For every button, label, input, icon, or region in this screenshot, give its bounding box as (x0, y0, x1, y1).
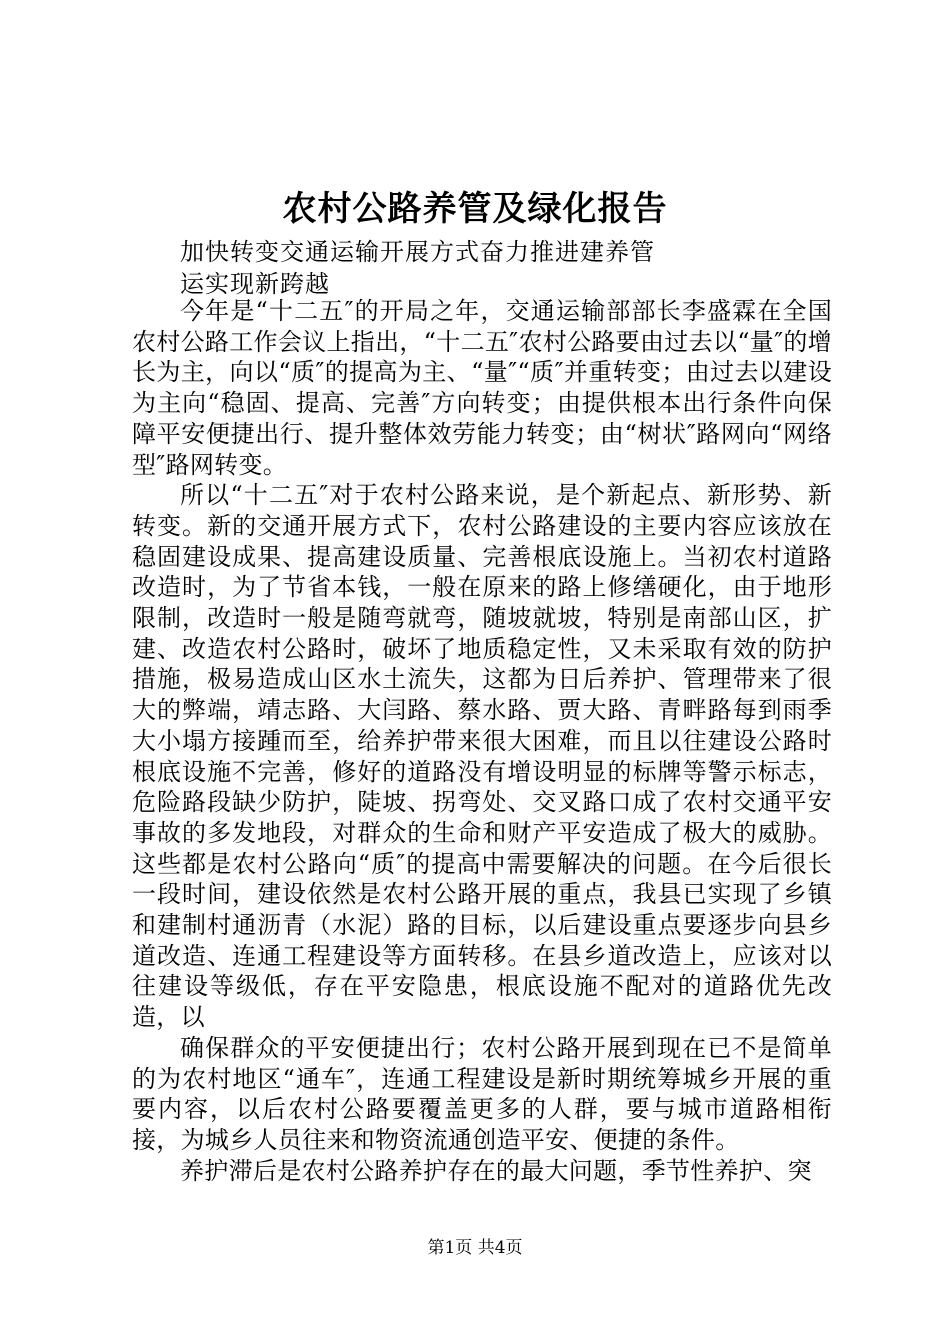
page-number: 第1页 共4页 (427, 1238, 523, 1258)
subtitle-line-1: 加快转变交通运输开展方式奋力推进建养管 (180, 238, 655, 266)
paragraph-4: 养护滞后是农村公路养护存在的最大问题，季节性养护、突 (180, 1156, 812, 1185)
subtitle-line-2: 运实现新跨越 (180, 270, 330, 298)
paragraph-1: 今年是“十二五″的开局之年，交通运输部部长李盛霖在全国农村公路工作会议上指出，“十二五″农村公路要由过去以“量″的增长为主，向以“质″的提高为主、“量″“质″并重转变；由过去以建设为主向“稳固、提高、完善″方向转变；由提供根本出行条件向保障平安便捷出行、提升整体效劳能力转变；由“树状″路网向“网络型″路网转变。 (132, 297, 832, 479)
page-footer (0, 1237, 950, 1259)
subtitle (180, 236, 820, 300)
paragraph-2: 所以“十二五″对于农村公路来说，是个新起点、新形势、新转变。新的交通开展方式下，农村公路建设的主要内容应该放在稳固建设成果、提高建设质量、完善根底设施上。当初农村道路改造时，为了节省本钱，一般在原来的路上修缮硬化，由于地形限制，改造时一般是随弯就弯，随坡就坡，特别是南部山区，扩建、改造农村公路时，破坏了地质稳定性，又未采取有效的防护措施，极易造成山区水土流失，这都为日后养护、管理带来了很大的弊端，靖志路、大闫路、蔡水路、贾大路、青畔路每到雨季大小塌方接踵而至，给养护带来很大困难，而且以往建设公路时根底设施不完善，修好的道路没有增设明显的标牌等警示标志，危险路段缺少防护，陡坡、拐弯处、交叉路口成了农村交通平安事故的多发地段，对群众的生命和财产平安造成了极大的威胁。这些都是农村公路向“质″的提高中需要解决的问题。在今后很长一段时间，建设依然是农村公路开展的重点，我县已实现了乡镇和建制村通沥青（水泥）路的目标，以后建设重点要逐步向县乡道改造、连通工程建设等方面转移。在县乡道改造上，应该对以往建设等级低，存在平安隐患，根底设施不配对的道路优先改造，以 (132, 481, 832, 1032)
body-text (132, 296, 832, 1186)
paragraph-3: 确保群众的平安便捷出行；农村公路开展到现在已不是简单的为农村地区“通车″，连通工程建设是新时期统筹城乡开展的重要内容，以后农村公路要覆盖更多的人群，要与城市道路相衔接，为城乡人员往来和物资流通创造平安、便捷的条件。 (132, 1033, 832, 1154)
page-title: 农村公路养管及绿化报告 (282, 189, 668, 229)
